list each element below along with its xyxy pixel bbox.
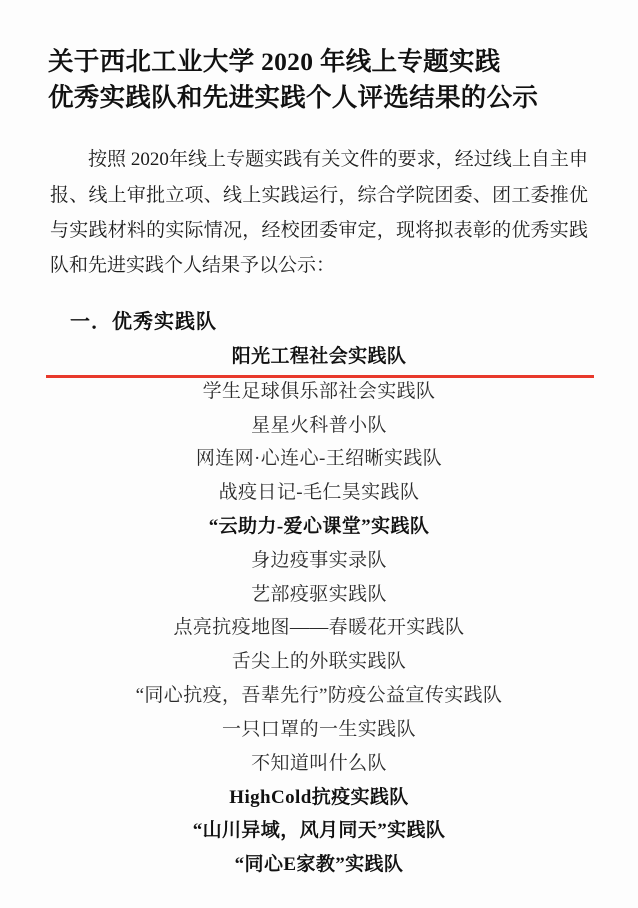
team-name: 不知道叫什么队 bbox=[251, 752, 387, 774]
team-name: “山川异域，风月同天”实践队 bbox=[192, 820, 446, 842]
team-name: 舌尖上的外联实践队 bbox=[231, 651, 407, 673]
team-name: 学生足球俱乐部社会实践队 bbox=[202, 380, 436, 402]
list-item bbox=[48, 645, 590, 679]
team-name: 网连网·心连心-王绍晰实践队 bbox=[195, 448, 443, 470]
team-name: 阳光工程社会实践队 bbox=[231, 345, 407, 367]
list-item bbox=[48, 510, 590, 544]
list-item bbox=[48, 442, 590, 476]
team-name: 战疫日记-毛仁昊实践队 bbox=[218, 482, 420, 504]
list-item bbox=[48, 814, 590, 848]
list-item bbox=[48, 679, 590, 713]
intro-paragraph: 按照 2020年线上专题实践有关文件的要求，经过线上自主申报、线上审批立项、线上实践运行，综合学院团委、团工委推优与实践材料的实际情况，经校团委审定，现将拟表彰的优秀实践队和先进实践个人结果予以公示： bbox=[50, 149, 588, 276]
team-name: 身边疫事实录队 bbox=[251, 549, 387, 571]
page-title-line-1: 关于西北工业大学 2020 年线上专题实践 bbox=[48, 47, 501, 76]
page-title bbox=[48, 44, 590, 116]
list-item bbox=[48, 781, 590, 815]
team-name: HighCold抗疫实践队 bbox=[229, 786, 409, 808]
list-item bbox=[48, 578, 590, 612]
section-heading-excellent-teams: 一．优秀实践队 bbox=[70, 310, 217, 333]
list-item bbox=[48, 611, 590, 645]
list-item bbox=[48, 375, 590, 409]
team-list bbox=[48, 340, 590, 882]
team-name: 星星火科普小队 bbox=[251, 414, 387, 436]
list-item bbox=[48, 340, 590, 375]
team-name: 点亮抗疫地图——春暖花开实践队 bbox=[173, 617, 465, 639]
team-name: “云助力-爱心课堂”实践队 bbox=[208, 516, 430, 538]
list-item bbox=[48, 476, 590, 510]
page-bottom-fade bbox=[0, 882, 638, 908]
list-item bbox=[48, 544, 590, 578]
list-item bbox=[48, 848, 590, 882]
team-name: 一只口罩的一生实践队 bbox=[221, 718, 416, 740]
page-title-line-2: 优秀实践队和先进实践个人评选结果的公示 bbox=[48, 83, 539, 113]
team-name: “同心E家教”实践队 bbox=[234, 854, 404, 876]
list-item bbox=[48, 713, 590, 747]
team-name: 艺部疫驱实践队 bbox=[251, 583, 387, 605]
team-name: “同心抗疫，吾辈先行”防疫公益宣传实践队 bbox=[135, 685, 503, 707]
list-item bbox=[48, 409, 590, 443]
list-item bbox=[48, 747, 590, 781]
